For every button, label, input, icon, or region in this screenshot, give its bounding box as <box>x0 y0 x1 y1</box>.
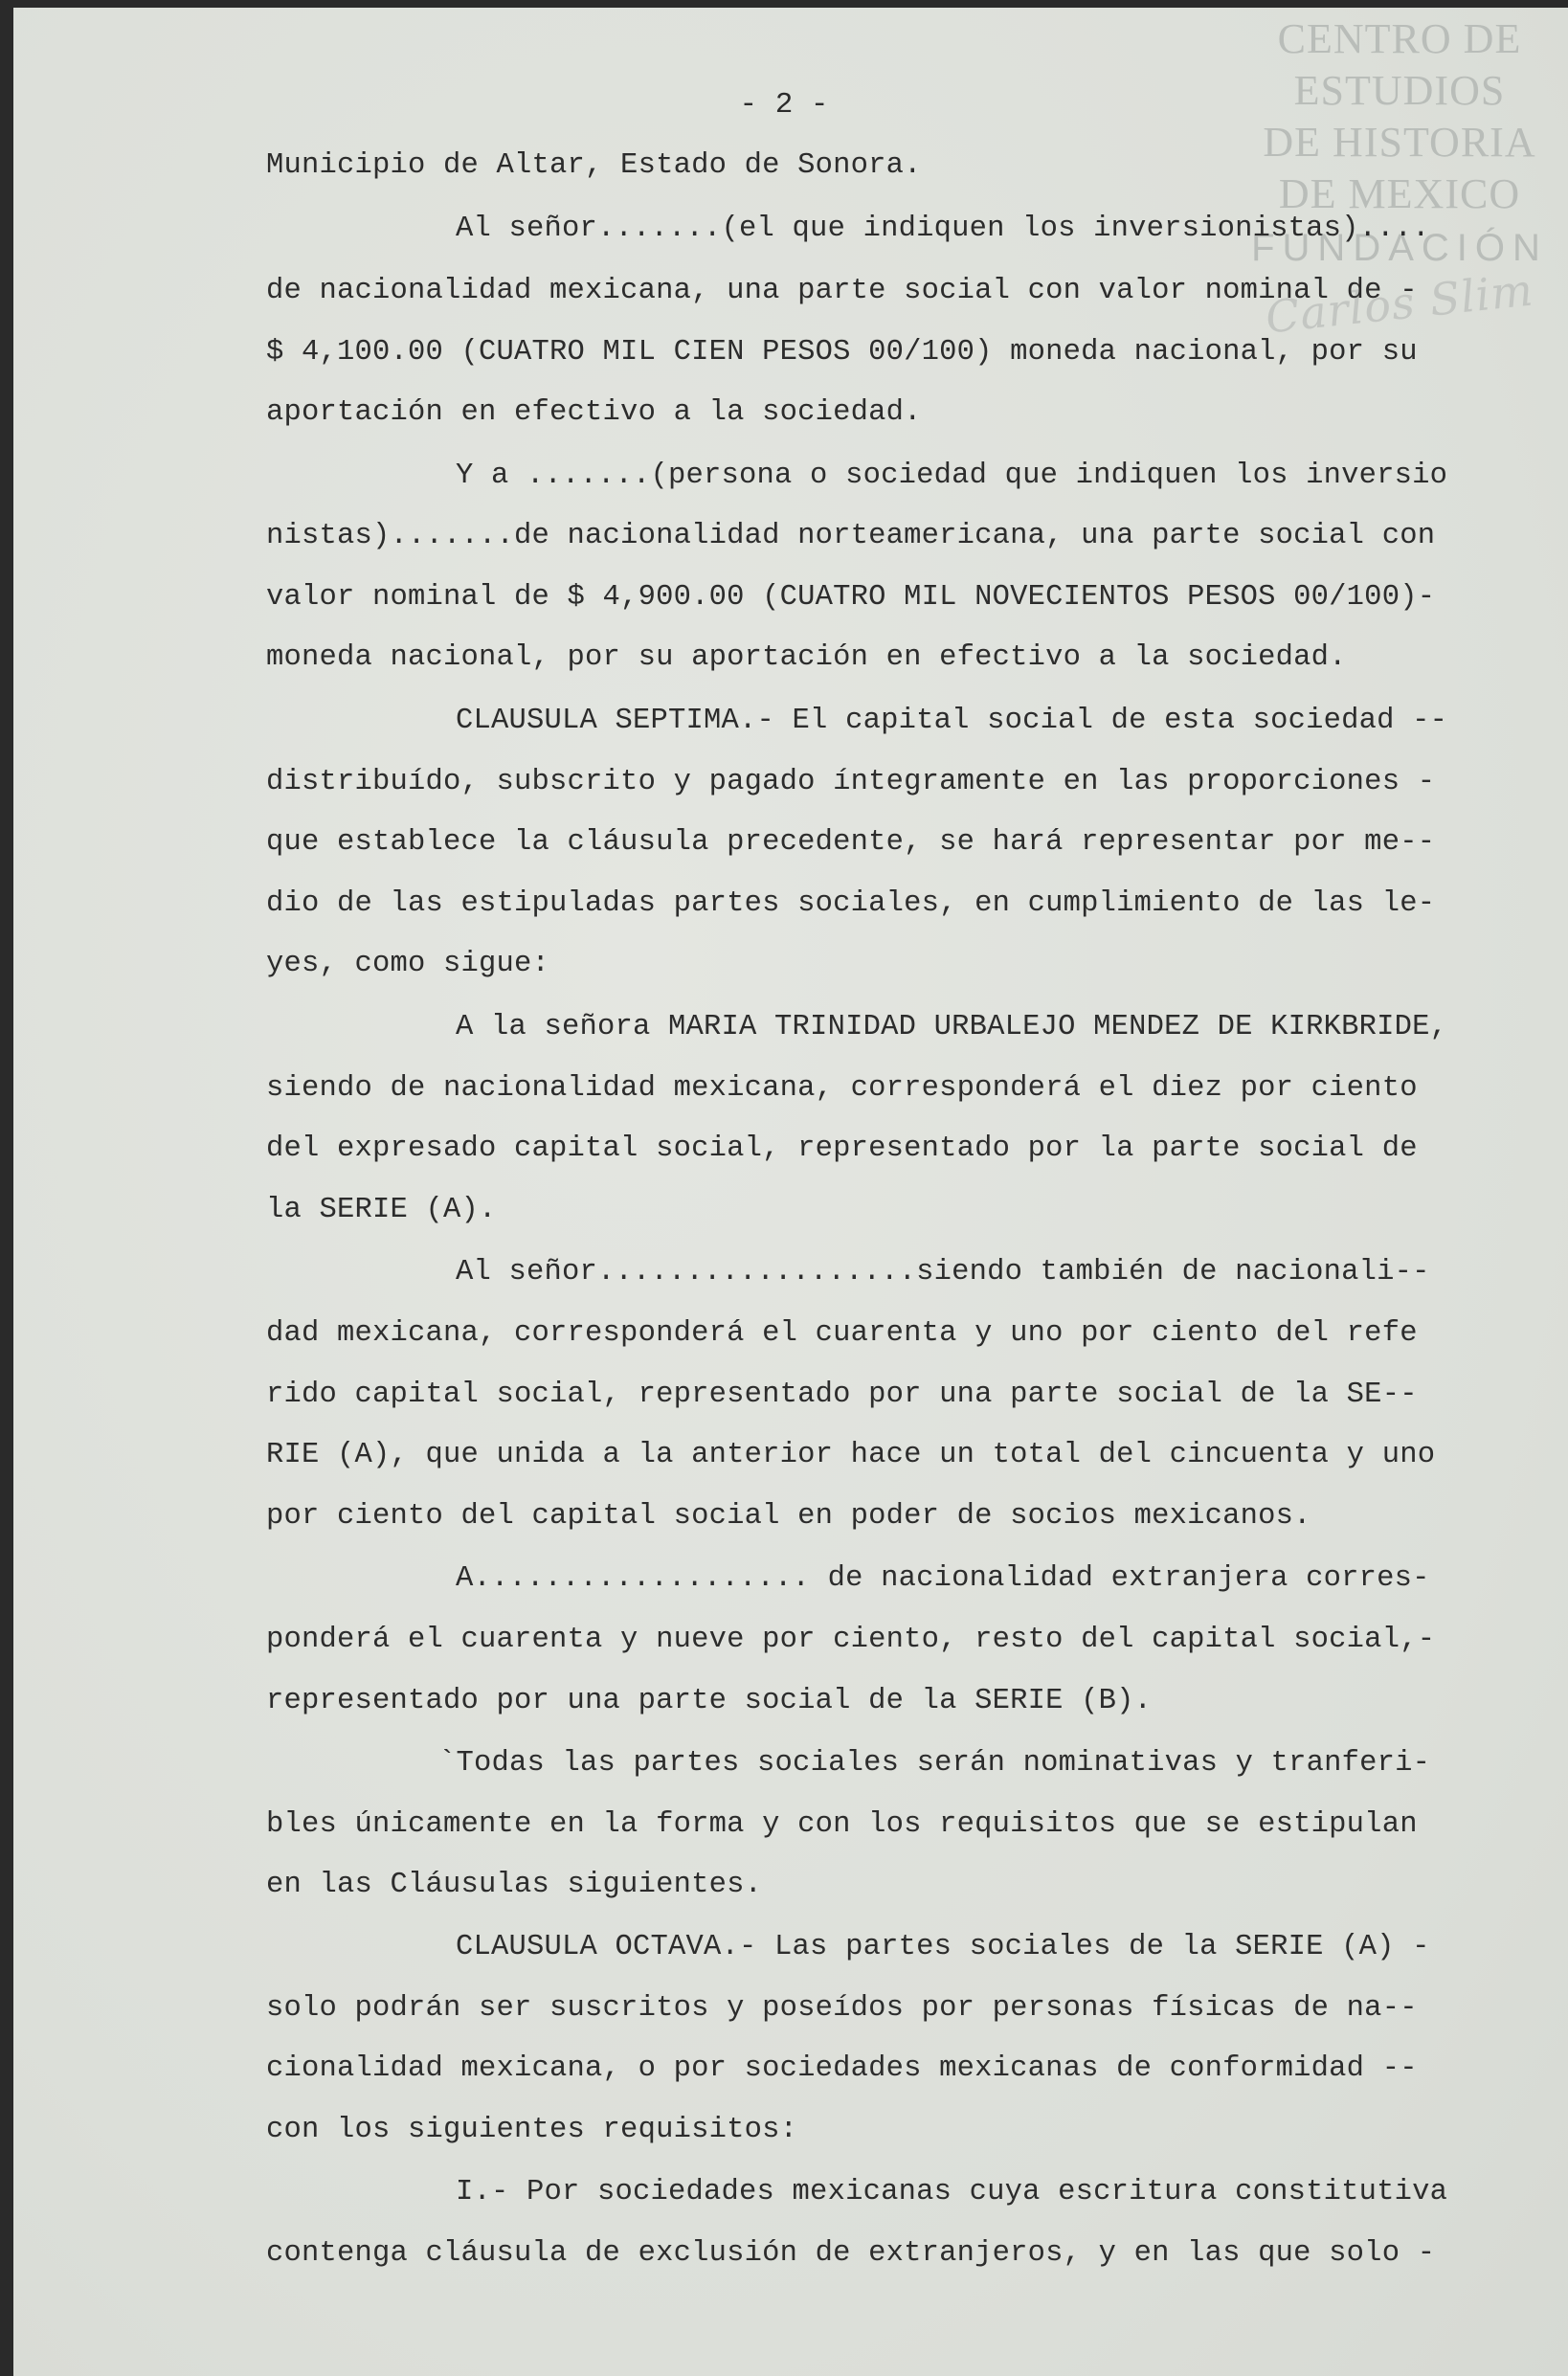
text-line: representado por una parte social de la SERIE (B). <box>266 1685 1153 1717</box>
text-line: CLAUSULA SEPTIMA.- El capital social de esta sociedad -- <box>456 705 1448 737</box>
text-line: I.- Por sociedades mexicanas cuya escritura constitutiva <box>456 2176 1448 2208</box>
text-line: Al señor..................siendo también de nacionali-- <box>456 1256 1430 1289</box>
text-line: `Todas las partes sociales serán nominativas y tranferi- <box>438 1747 1431 1780</box>
text-line: dad mexicana, corresponderá el cuarenta y uno por ciento del refe <box>266 1317 1418 1350</box>
text-line: moneda nacional, por su aportación en efectivo a la sociedad. <box>266 641 1347 674</box>
text-line: yes, como sigue: <box>266 948 550 980</box>
text-line: dio de las estipuladas partes sociales, en cumplimiento de las le- <box>266 887 1436 920</box>
text-line: bles únicamente en la forma y con los requisitos que se estipulan <box>266 1808 1418 1841</box>
text-line: del expresado capital social, representado por la parte social de <box>266 1132 1418 1165</box>
watermark-line: ESTUDIOS <box>1293 67 1506 114</box>
watermark-foundation: FUNDACIÓN <box>1251 227 1548 269</box>
text-line: que establece la cláusula precedente, se hará representar por me-- <box>266 826 1436 859</box>
text-line: $ 4,100.00 (CUATRO MIL CIEN PESOS 00/100) moneda nacional, por su <box>266 336 1418 369</box>
text-line: Y a .......(persona o sociedad que indiquen los inversio <box>456 460 1448 492</box>
text-line: RIE (A), que unida a la anterior hace un total del cincuenta y uno <box>266 1439 1436 1471</box>
text-line: valor nominal de $ 4,900.00 (CUATRO MIL NOVECIENTOS PESOS 00/100)- <box>266 581 1436 614</box>
watermark-line: DE MEXICO <box>1278 170 1521 217</box>
text-line: aportación en efectivo a la sociedad. <box>266 396 922 429</box>
text-line: por ciento del capital social en poder de socios mexicanos. <box>266 1500 1311 1533</box>
text-line: en las Cláusulas siguientes. <box>266 1869 763 1901</box>
text-line: de nacionalidad mexicana, una parte social con valor nominal de - <box>266 275 1418 307</box>
watermark-line: CENTRO DE <box>1277 15 1522 62</box>
text-line: CLAUSULA OCTAVA.- Las partes sociales de la SERIE (A) - <box>456 1931 1430 1963</box>
page-number: - 2 - <box>739 88 829 122</box>
text-line: A................... de nacionalidad extranjera corres- <box>456 1562 1430 1595</box>
text-line: Al señor.......(el que indiquen los inversionistas).... <box>456 213 1430 245</box>
text-line: Municipio de Altar, Estado de Sonora. <box>266 149 922 182</box>
text-line: cionalidad mexicana, o por sociedades mexicanas de conformidad -- <box>266 2052 1418 2085</box>
text-line: contenga cláusula de exclusión de extranjeros, y en las que solo - <box>266 2237 1436 2270</box>
text-line: solo podrán ser suscritos y poseídos por personas físicas de na-- <box>266 1992 1418 2025</box>
text-line: siendo de nacionalidad mexicana, corresponderá el diez por ciento <box>266 1072 1418 1105</box>
watermark-signature: Carlos Slim <box>1263 263 1536 344</box>
text-line: con los siguientes requisitos: <box>266 2114 798 2146</box>
watermark-line: DE HISTORIA <box>1263 119 1536 166</box>
text-line: distribuído, subscrito y pagado íntegramente en las proporciones - <box>266 766 1436 798</box>
text-line: nistas).......de nacionalidad norteamericana, una parte social con <box>266 520 1436 552</box>
text-line: rido capital social, representado por una parte social de la SE-- <box>266 1379 1418 1411</box>
text-line: A la señora MARIA TRINIDAD URBALEJO MENDEZ DE KIRKBRIDE, <box>456 1011 1448 1043</box>
text-line: la SERIE (A). <box>266 1194 497 1226</box>
text-line: ponderá el cuarenta y nueve por ciento, resto del capital social,- <box>266 1624 1436 1656</box>
